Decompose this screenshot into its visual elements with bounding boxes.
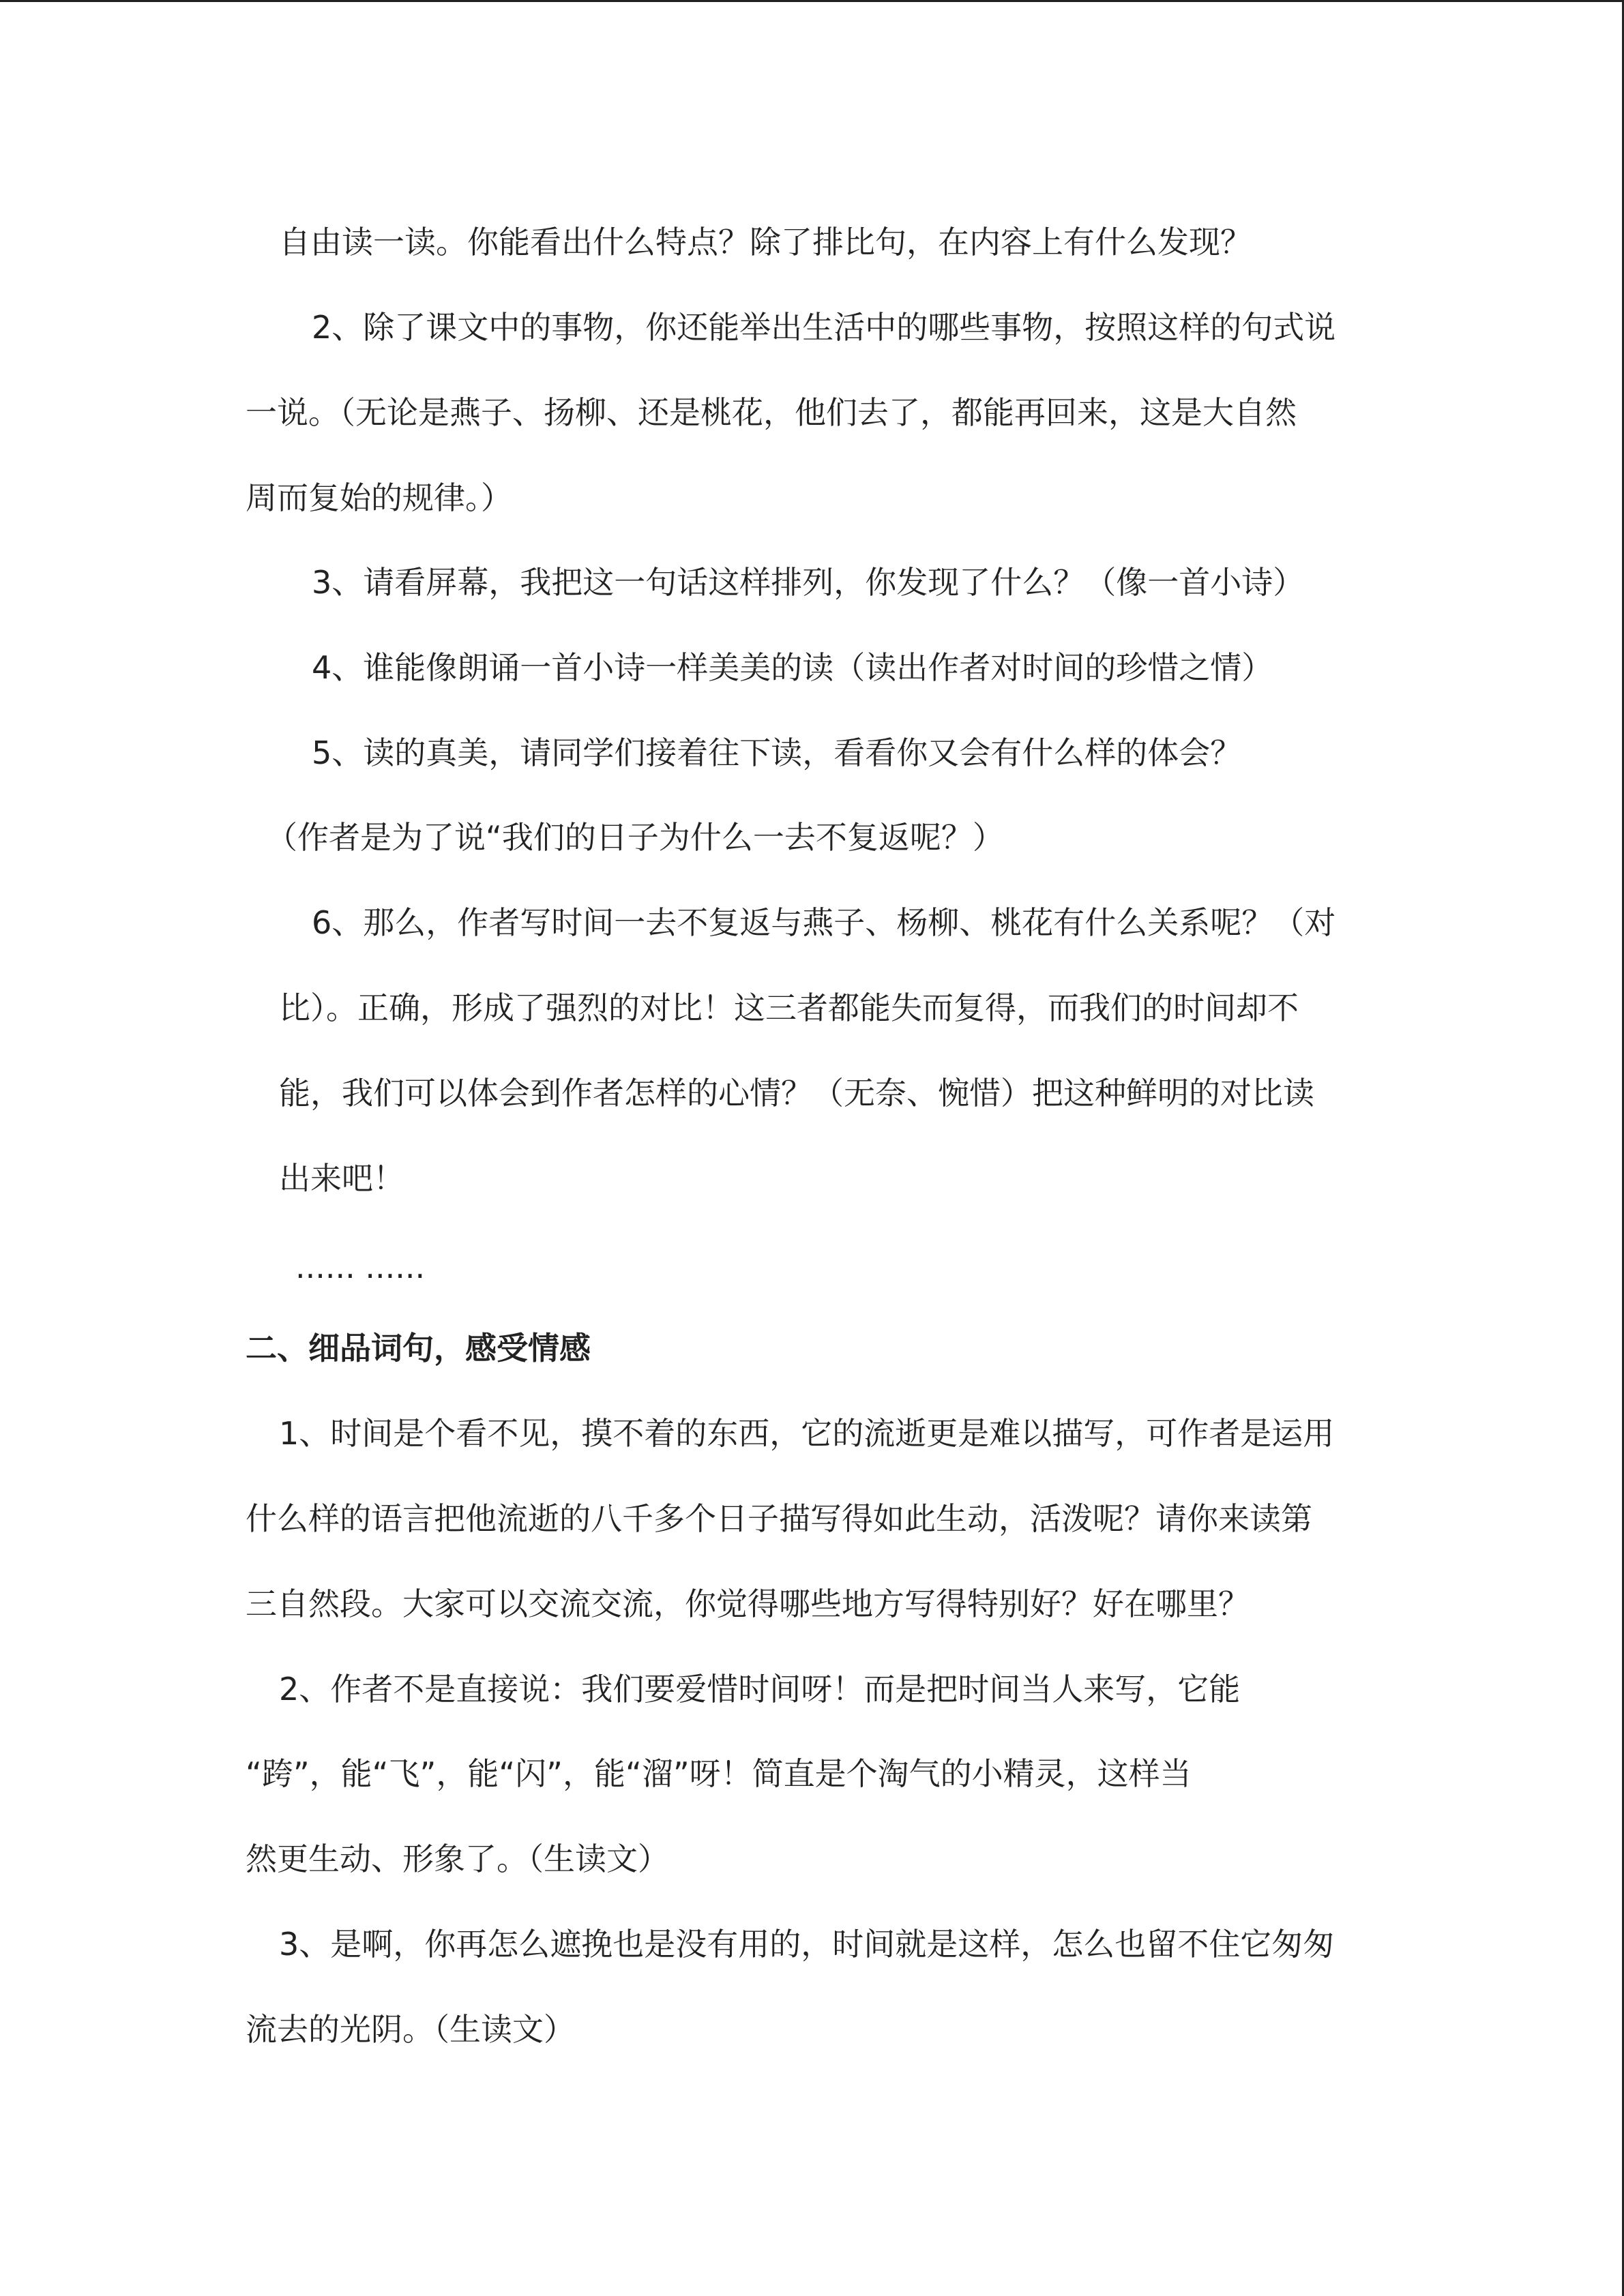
text-line: 三自然段。大家可以交流交流，你觉得哪些地方写得特别好？好在哪里？ bbox=[246, 1585, 1250, 1622]
text-line: 4、谁能像朗诵一首小诗一样美美的读（读出作者对时间的珍惜之情） bbox=[312, 649, 1273, 686]
section-heading: 二、细品词句，感受情感 bbox=[246, 1330, 591, 1367]
text-line: 周而复始的规律。） bbox=[246, 479, 512, 516]
text-line: 出来吧！ bbox=[279, 1160, 404, 1197]
text-line: “跨”，能“飞”，能“闪”，能“溜”呀！简直是个淘气的小精灵，这样当 bbox=[246, 1755, 1192, 1792]
text-line: 比）。正确，形成了强烈的对比！这三者都能失而复得，而我们的时间却不 bbox=[279, 989, 1299, 1026]
text-line: 5、读的真美，请同学们接着往下读，看看你又会有什么样的体会？ bbox=[312, 734, 1242, 771]
text-line: 3、请看屏幕，我把这一句话这样排列，你发现了什么？（像一首小诗） bbox=[312, 564, 1305, 601]
text-line: 自由读一读。你能看出什么特点？除了排比句，在内容上有什么发现？ bbox=[279, 224, 1252, 260]
text-line: 流去的光阴。（生读文） bbox=[246, 2011, 575, 2048]
text-line: 能，我们可以体会到作者怎样的心情？（无奈、惋惜）把这种鲜明的对比读 bbox=[279, 1075, 1314, 1112]
text-line: 然更生动、形象了。（生读文） bbox=[246, 1840, 669, 1877]
page-border-top bbox=[0, 0, 1624, 2]
text-line: 一说。（无论是燕子、扬柳、还是桃花，他们去了，都能再回来，这是大自然 bbox=[246, 394, 1297, 431]
text-line: 2、作者不是直接说：我们要爱惜时间呀！而是把时间当人来写，它能 bbox=[279, 1671, 1241, 1708]
text-line: 什么样的语言把他流逝的八千多个日子描写得如此生动，活泼呢？请你来读第 bbox=[246, 1500, 1312, 1537]
text-line: （作者是为了说“我们的日子为什么一去不复返呢？） bbox=[266, 819, 1004, 856]
text-line: 2、除了课文中的事物，你还能举出生活中的哪些事物，按照这样的句式说 bbox=[312, 309, 1336, 346]
ellipsis-line: ...... ...... bbox=[295, 1249, 426, 1285]
text-line: 6、那么，作者写时间一去不复返与燕子、杨柳、桃花有什么关系呢？（对 bbox=[312, 904, 1336, 941]
text-line: 1、时间是个看不见，摸不着的东西，它的流逝更是难以描写，可作者是运用 bbox=[279, 1415, 1335, 1452]
text-line: 3、是啊，你再怎么遮挽也是没有用的，时间就是这样，怎么也留不住它匆匆 bbox=[279, 1926, 1335, 1963]
